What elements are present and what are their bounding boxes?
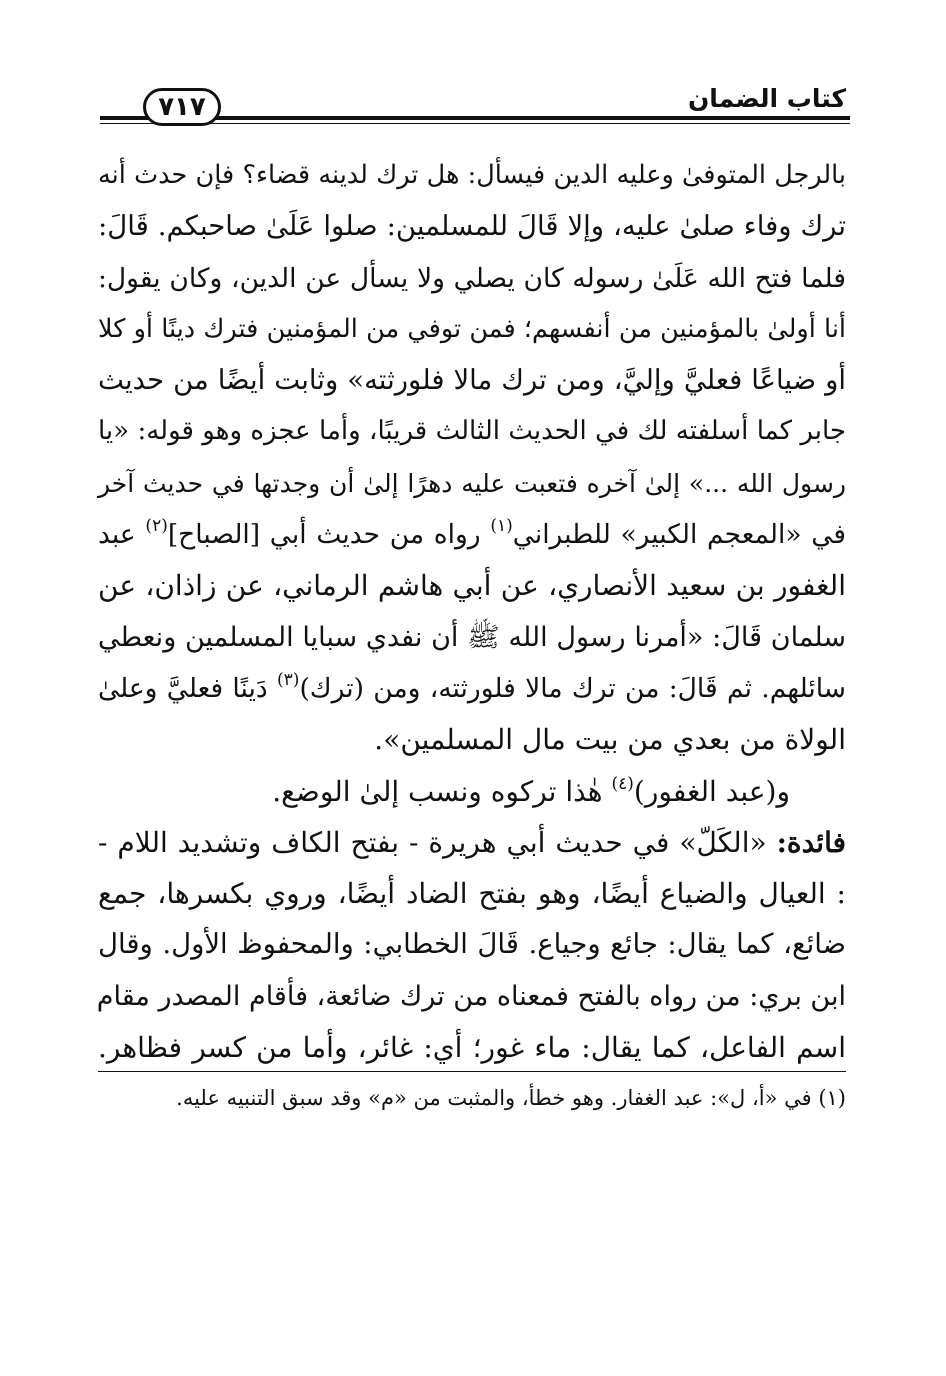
text-line-12: الولاة من بعدي من بيت مال المسلمين». xyxy=(374,723,846,757)
footnote-divider xyxy=(98,1071,846,1072)
text-line-4: أنا أولىٰ بالمؤمنين من أنفسهم؛ فمن توفي من المؤمنين فترك دينًا أو كلا xyxy=(98,313,846,344)
text-line-11-part-2: دَينًا فعليَّ وعلىٰ xyxy=(98,672,278,704)
text-line-16: ضائع، كما يقال: جائع وجياع. قَالَ الخطابي: والمحفوظ الأول. وقال xyxy=(98,928,846,961)
footnote-1: (١) في «أ، ل»: عبد الغفار. وهو خطأ، والمثبت من «م» وقد سبق التنبيه عليه. xyxy=(176,1086,846,1110)
text-line-10: سلمان قَالَ: «أمرنا رسول الله ﷺ أن نفدي سبايا المسلمين ونعطي xyxy=(98,621,846,653)
text-line-8 xyxy=(98,509,846,560)
text-line-17: ابن بري: من رواه بالفتح فمعناه من ترك ضائعة، فأقام المصدر مقام xyxy=(96,980,846,1012)
text-line-8-part-2: رواه من حديث أبي [الصباح] xyxy=(167,519,491,551)
text-line-6: جابر كما أسلفته لك في الحديث الثالث قريبًا، وأما عجزه وهو قوله: «يا xyxy=(98,416,846,447)
footnote-reference-1: (١) xyxy=(490,516,513,537)
text-line-11-part-1: سائلهم. ثم قَالَ: من ترك مالا فلورثته، ومن (ترك) xyxy=(299,672,846,704)
text-line-3: فلما فتح الله عَلَىٰ رسوله كان يصلي ولا يسأل عن الدين، وكان يقول: xyxy=(98,262,846,294)
text-line-8-part-3: عبد xyxy=(98,519,146,551)
body-text xyxy=(98,150,846,1073)
page-number: ٧١٧ xyxy=(143,88,221,126)
header-rule-thin xyxy=(100,123,850,124)
text-line-15: : العيال والضياع أيضًا، وهو بفتح الضاد أيضًا، وروي بكسرها، جمع xyxy=(98,877,846,911)
footnote-reference-4: (٤) xyxy=(611,773,634,794)
text-line-9: الغفور بن سعيد الأنصاري، عن أبي هاشم الرماني، عن زاذان، عن xyxy=(98,569,846,603)
text-line-13-part-1: و(عبد الغفور) xyxy=(633,774,790,808)
text-line-7: رسول الله ...» إلىٰ آخره فتعبت عليه دهرًا إلىٰ أن وجدتها في حديث آخر xyxy=(98,468,846,498)
text-line-13 xyxy=(98,766,846,817)
text-line-14-text: «الكَلّ» في حديث أبي هريرة - بفتح الكاف وتشديد اللام - xyxy=(98,825,777,859)
text-line-2: ترك وفاء صلىٰ عليه، وإلا قَالَ للمسلمين: صلوا عَلَىٰ صاحبكم. قَالَ: xyxy=(98,210,846,243)
text-line-18: اسم الفاعل، كما يقال: ماء غور؛ أي: غائر، وأما من كسر فظاهر. xyxy=(98,1031,846,1065)
footnote-reference-2: (٢) xyxy=(145,516,168,537)
text-line-8-part-1: في «المعجم الكبير» للطبراني xyxy=(512,519,846,551)
text-line-14 xyxy=(98,817,846,868)
text-line-13-part-2: هٰذا تركوه ونسب إلىٰ الوضع. xyxy=(272,774,612,808)
footnote-reference-3: (٣) xyxy=(277,669,300,690)
text-line-5: أو ضياعًا فعليَّ وإليَّ، ومن ترك مالا فلورثته» وثابت أيضًا من حديث xyxy=(98,364,846,397)
running-title: كتاب الضمان xyxy=(687,84,846,113)
benefit-label: فائدة: xyxy=(776,825,846,859)
text-line-1: بالرجل المتوفىٰ وعليه الدين فيسأل: هل ترك لدينه قضاء؟ فإن حدث أنه xyxy=(98,160,846,190)
text-line-11 xyxy=(98,663,846,714)
